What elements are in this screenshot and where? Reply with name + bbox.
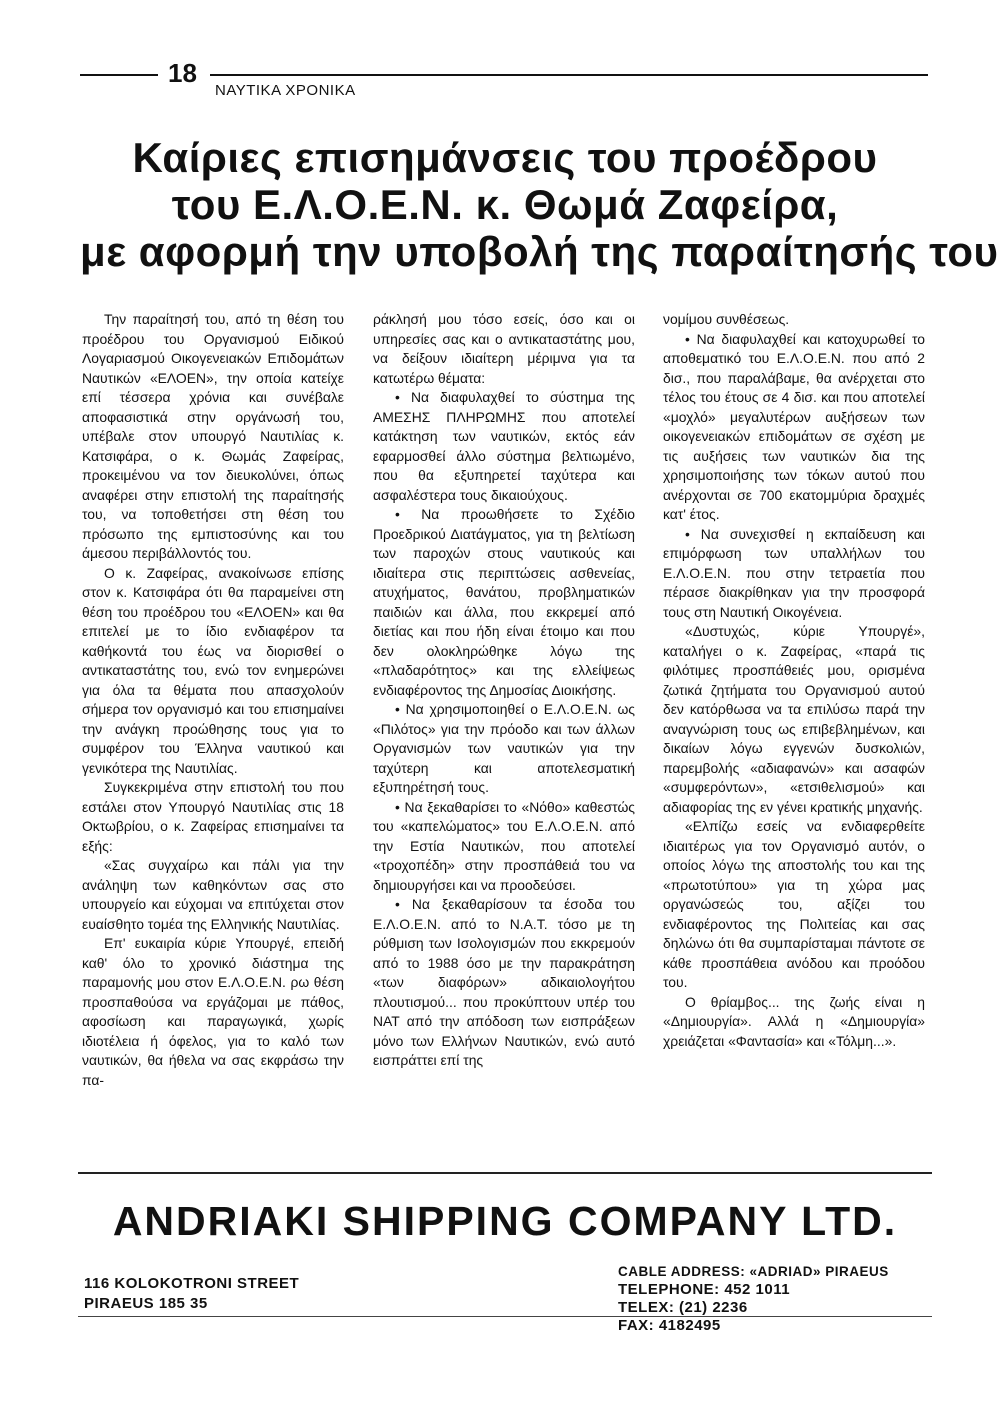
- article-paragraph: «Δυστυχώς, κύριε Υπουργέ», καταλήγει ο κ. Ζαφείρας, «παρά τις φιλότιμες προσπάθειές μου, ορισμένα ζωτικά ζητήματα του Οργανισμού αυτού δεν κατόρθωσα να τα επιλύσω παρά την αναγνώριση τους ως επιβεβλημένων, και δικαίων λόγω εγγενών δυσκολιών, παρεμβολής «αδιαφανών» και ασαφών «συμφερόντων», «ετσιθελισμού» και αδιαφορίας της εν γένει κρατικής μηχανής.: [663, 623, 925, 815]
- address-street: 116 KOLOKOTRONI STREET: [84, 1275, 300, 1292]
- article-bullet: • Να ξεκαθαρίσει το «Νόθο» καθεστώς του «καπελώματος» του Ε.Λ.Ο.Ε.Ν. από την Εστία Ναυτικών, που αποτελεί «τροχοπέδη» στην προσπάθειά του να δημιουργήσει και να προοδεύσει.: [373, 798, 635, 893]
- cable-address: CABLE ADDRESS: «ADRIAD» PIRAEUS: [618, 1264, 889, 1279]
- article-column-1: [82, 310, 344, 1090]
- article-paragraph: ράκλησή μου τόσο εσείς, όσο και οι υπηρεσίες σας και ο αντικαταστάτης μου, να δείξουν ιδιαίτερη μέριμνα για τα κατωτέρω θέματα:: [373, 311, 635, 386]
- company-name: ANDRIAKI SHIPPING COMPANY LTD.: [112, 1198, 898, 1244]
- ad-top-rule: [78, 1172, 932, 1174]
- headline-line-1: Καίριες επισημάνσεις του προέδρου: [132, 134, 878, 181]
- article-headline: [80, 134, 999, 275]
- article-column-2: [373, 310, 635, 1071]
- article-paragraph: Επ' ευκαιρία κύριε Υπουργέ, επειδή καθ' όλο το χρονικό διάστημα της παραμονής μου στον Ε.Λ.Ο.Ε.Ν. ρω θέση προσπαθούσα να εργάζομαι με πάθος, αφοσίωση και παραγωγικά, χωρίς ιδιοτέλεια ή όφελος, για το καλό των ναυτικών, θα ήθελα να σας εκφράσω την πα-: [82, 935, 344, 1088]
- article-paragraph: «Σας συγχαίρω και πάλι για την ανάληψη των καθηκόντων σας στο υπουργείο και εύχομαι να επιτύχεται στον ευαίσθητο τομέα της Ελληνικής Ναυτιλίας.: [82, 857, 344, 932]
- fax: FAX: 4182495: [618, 1317, 721, 1334]
- article-bullet: • Να συνεχισθεί η εκπαίδευση και επιμόρφωση των υπαλλήλων του Ε.Λ.Ο.Ε.Ν. που στην τετραετία που πέρασε διακρίθηκαν για την προσφορά τους στη Ναυτική Οικογένεια.: [663, 525, 925, 620]
- article-bullet: • Να διαφυλαχθεί και κατοχυρωθεί το αποθεματικό του Ε.Λ.Ο.Ε.Ν. που από 2 δισ., που παραλάβαμε, θα ανέρχεται στο τέλος του έτους σε 4 δισ. και που αποτελεί «μοχλό» μεγαλυτέρων αυξήσεων των οικογενειακών επιδομάτων σε σχέση με τις αυξήσεις των ναυτικών δια της χρησιμοποιήσης των τόκων αυτού που ανέρχονται σε 700 εκατομμύρια δραχμές κατ' έτος.: [663, 330, 925, 522]
- article-bullet: • Να προωθήσετε το Σχέδιο Προεδρικού Διατάγματος, για τη βελτίωση των παροχών στους ναυτικούς και ιδιαίτερα στις περιπτώσεις ασθενείας, ατυχήματος, θανάτου, προβληματικών παιδιών και άλλα, που εκκρεμεί από διετίας και που ήδη είναι έτοιμο και που δεν ολοκληρώθηκε λόγω της «πλαδαρότητος» και της ελλείψεως ενδιαφέροντος της Δημοσίας Διοικήσης.: [373, 506, 635, 698]
- headline-line-2: του Ε.Λ.Ο.Ε.Ν. κ. Θωμά Ζαφείρα,: [171, 181, 839, 228]
- header-rule-right: [210, 74, 928, 76]
- address-city: PIRAEUS 185 35: [84, 1295, 208, 1312]
- publication-name: ΝΑΥΤΙΚΑ ΧΡΟΝΙΚΑ: [215, 82, 356, 99]
- article-bullet: • Να ξεκαθαρίσουν τα έσοδα του Ε.Λ.Ο.Ε.Ν. από το Ν.Α.Τ. τόσο με τη ρύθμιση των Ισολογισμών που εκκρεμούν από το 1988 όσο με την παρακράτηση «των διαφόρων» αδικαιολογήτου πλουτισμού... που προκύπτουν υπέρ του ΝΑΤ από την απόδοση των εισπράξεων μόνο των Ελλήνων Ναυτικών, ενώ αυτό εισπράττει επί της: [373, 896, 635, 1068]
- company-contacts: [618, 1263, 889, 1335]
- page-number: 18: [168, 58, 197, 88]
- header-rule-left: [80, 74, 158, 76]
- article-paragraph: «Ελπίζω εσείς να ενδιαφερθείτε ιδιαιτέρως για τον Οργανισμό αυτόν, ο οποίος λόγω της αποστολής του και της «πρωτοτύπου» για τη χώρα μας οργανώσεώς του, αξίζει του ενδιαφέροντος της Πολιτείας και σας δηλώνω ότι θα συμπαρίσταμαι πάντοτε σε κάθε προσπάθεια ανόδου και προόδου του.: [663, 818, 925, 990]
- article-column-3: [663, 310, 925, 1051]
- article-paragraph: Την παραίτησή του, από τη θέση του προέδρου του Οργανισμού Ειδικού Λογαριασμού Οικογενειακών Επιδομάτων Ναυτικών «ΕΛΟΕΝ», την οποία κατείχε επί τέσσερα χρόνια και συνέβαλε αποφασιστικά στην οργάνωσή του, υπέβαλε στον υπουργό Ναυτιλίας κ. Κατσιφάρα, ο κ. Θωμάς Ζαφείρας, προκειμένου να τον διευκολύνει, όπως αναφέρει στην επιστολή της παραίτησής του, να τοποθετήσει στη θέση του πρόσωπο της εμπιστοσύνης και του άμεσου περιβάλλοντός του.: [82, 311, 344, 561]
- telex: TELEX: (21) 2236: [618, 1299, 748, 1316]
- ad-bottom-rule: [78, 1316, 932, 1317]
- article-paragraph: νομίμου συνθέσεως.: [663, 311, 790, 327]
- telephone: TELEPHONE: 452 1011: [618, 1281, 791, 1298]
- article-paragraph: Ο κ. Ζαφείρας, ανακοίνωσε επίσης στον κ. Κατσιφάρα ότι θα παραμείνει στη θέση του προέδρου του «ΕΛΟΕΝ» και θα επιτελεί με το ίδιο ενδιαφέρον τα καθήκοντά του έως να διορισθεί ο αντικαταστάτης του, ενώ τον ενημερώνει για όλα τα θέματα που απασχολούν σήμερα τον οργανισμό και του επισημαίνει την ανάγκη προώθησης τους για το συμφέρον του Έλληνα ναυτικού και γενικότερα της Ναυτιλίας.: [82, 564, 344, 776]
- article-bullet: • Να διαφυλαχθεί το σύστημα της ΑΜΕΣΗΣ ΠΛΗΡΩΜΗΣ που αποτελεί κατάκτηση των ναυτικών, εκτός εάν εφαρμοσθεί άλλο σύστημα βελτιωμένο, που θα εξυπηρετεί ταχύτερα και ασφαλέστερα τους δικαιούχους.: [373, 389, 635, 503]
- headline-line-3: με αφορμή την υποβολή της παραίτησής του: [80, 228, 999, 275]
- article-paragraph: Συγκεκριμένα στην επιστολή του που εστάλει στον Υπουργό Ναυτιλίας στις 18 Οκτωβρίου, ο κ. Ζαφείρας επισημαίνει τα εξής:: [82, 779, 344, 854]
- article-paragraph: Ο θρίαμβος... της ζωής είναι η «Δημιουργία». Αλλά η «Δημιουργία» χρειάζεται «Φαντασία» και «Τόλμη...».: [663, 993, 925, 1049]
- company-address: [84, 1274, 299, 1314]
- article-bullet: • Να χρησιμοποιηθεί ο Ε.Λ.Ο.Ε.Ν. ως «Πιλότος» για την πρόοδο και των άλλων Οργανισμών των ναυτικών για την ταχύτερη και αποτελεσματική εξυπηρέτησή τους.: [373, 701, 635, 795]
